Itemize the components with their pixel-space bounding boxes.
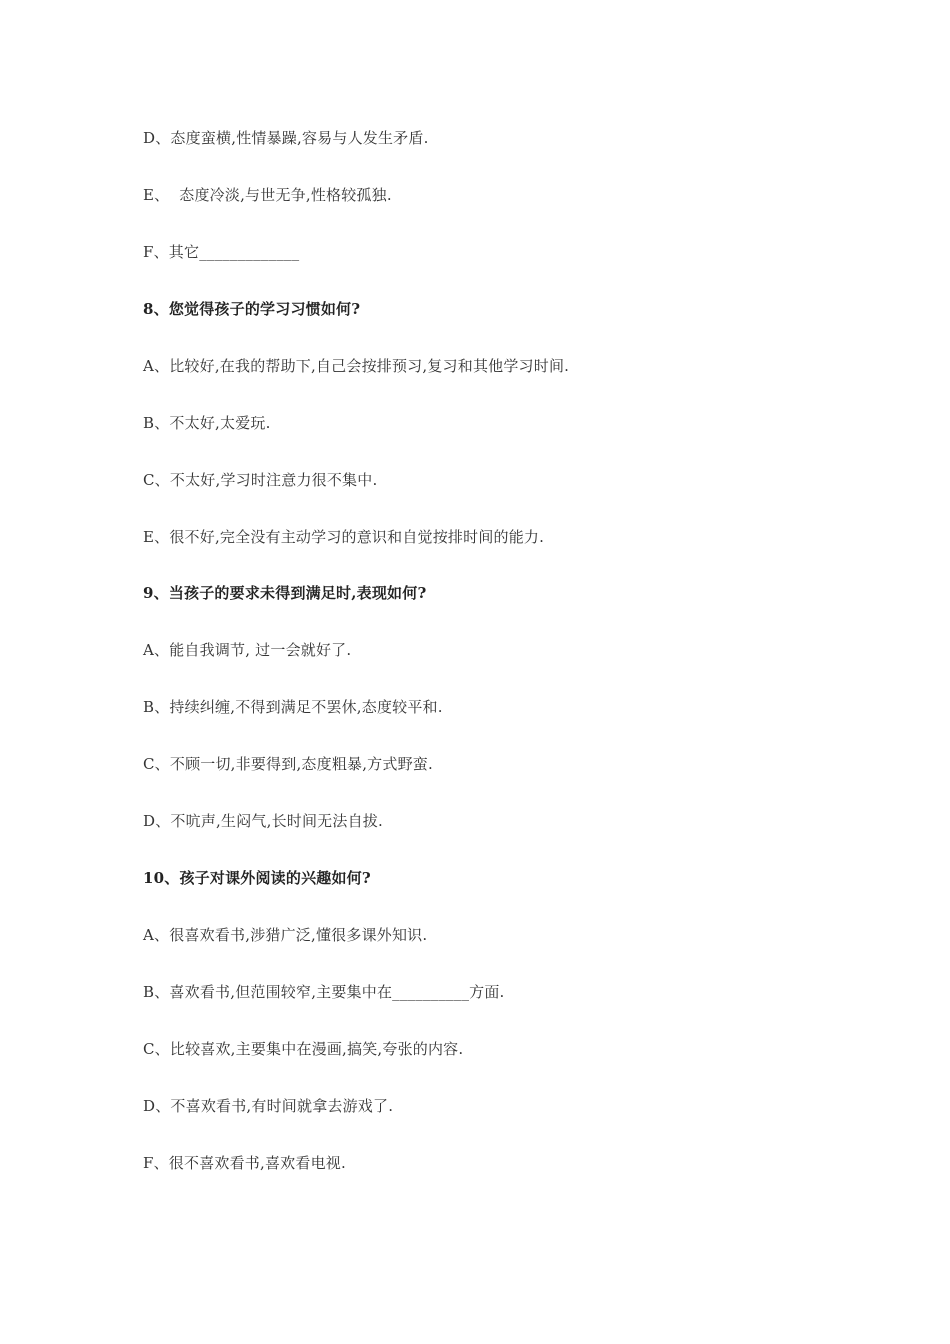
- option-7f: F、其它_____________: [143, 243, 300, 261]
- question-9: 9、当孩子的要求未得到满足时,表现如何?: [143, 584, 427, 602]
- question-10: 10、孩子对课外阅读的兴趣如何?: [143, 869, 371, 887]
- option-8e: E、很不好,完全没有主动学习的意识和自觉按排时间的能力.: [143, 528, 545, 546]
- option-7e: E、 态度冷淡,与世无争,性格较孤独.: [143, 186, 392, 204]
- option-10b: B、喜欢看书,但范围较窄,主要集中在__________方面.: [143, 983, 505, 1001]
- option-9a: A、能自我调节, 过一会就好了.: [143, 641, 352, 659]
- option-8a: A、比较好,在我的帮助下,自己会按排预习,复习和其他学习时间.: [143, 357, 570, 375]
- question-8: 8、您觉得孩子的学习习惯如何?: [143, 300, 361, 318]
- option-7d: D、态度蛮横,性情暴躁,容易与人发生矛盾.: [143, 129, 429, 147]
- option-8c: C、不太好,学习时注意力很不集中.: [143, 471, 378, 489]
- option-9d: D、不吭声,生闷气,长时间无法自拔.: [143, 812, 383, 830]
- option-9b: B、持续纠缠,不得到满足不罢休,态度较平和.: [143, 698, 443, 716]
- option-8b: B、不太好,太爱玩.: [143, 414, 271, 432]
- option-10a: A、很喜欢看书,涉猎广泛,懂很多课外知识.: [143, 926, 428, 944]
- option-10d: D、不喜欢看书,有时间就拿去游戏了.: [143, 1097, 394, 1115]
- option-10c: C、比较喜欢,主要集中在漫画,搞笑,夸张的内容.: [143, 1040, 464, 1058]
- option-9c: C、不顾一切,非要得到,态度粗暴,方式野蛮.: [143, 755, 433, 773]
- option-10f: F、很不喜欢看书,喜欢看电视.: [143, 1154, 346, 1172]
